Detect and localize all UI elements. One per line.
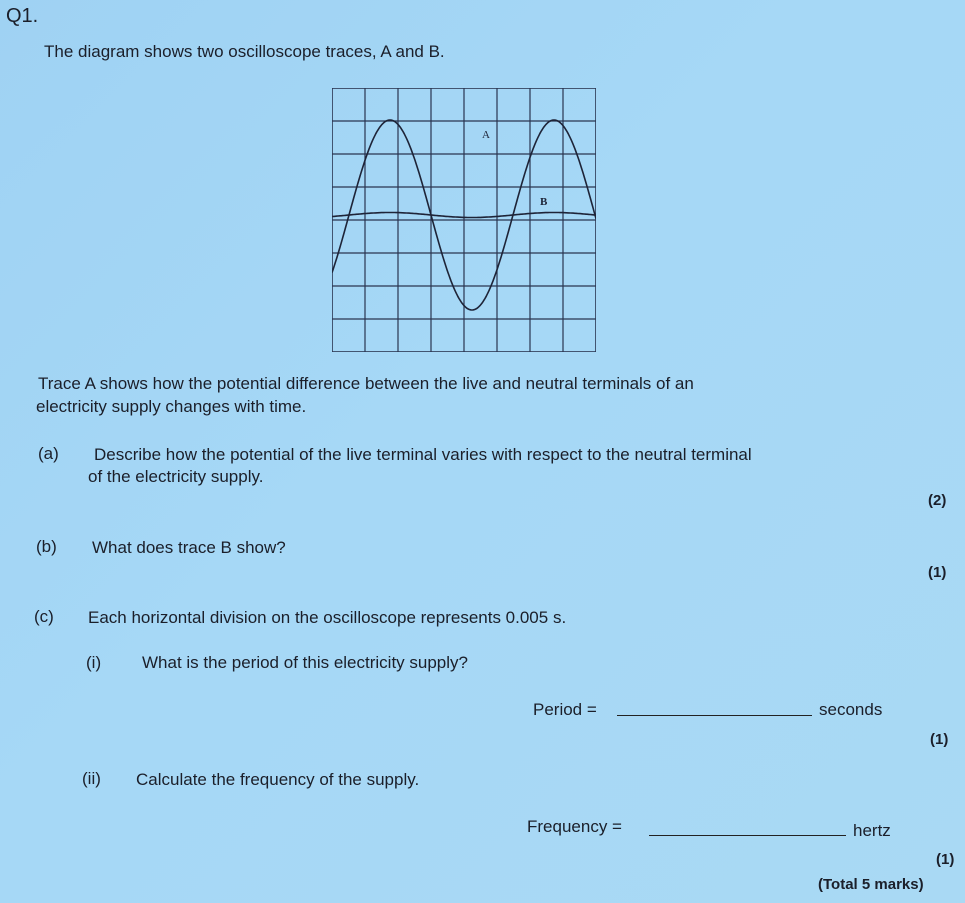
stem-line-2: electricity supply changes with time. [36, 397, 307, 416]
stem-line-1: Trace A shows how the potential difference between the live and neutral terminals of an [38, 374, 694, 393]
period-unit: seconds [819, 700, 883, 719]
question-number: Q1. [6, 5, 39, 27]
question-intro: The diagram shows two oscilloscope traces, A and B. [44, 42, 445, 61]
part-c-label: (c) [34, 607, 54, 626]
period-answer-line[interactable] [617, 715, 812, 716]
frequency-unit: hertz [853, 821, 891, 840]
part-b-marks: (1) [928, 564, 947, 581]
oscilloscope-grid [332, 88, 596, 352]
part-a-marks: (2) [928, 492, 947, 509]
part-c-ii-label: (ii) [82, 769, 101, 788]
period-answer-label: Period = [533, 700, 597, 719]
part-c-text: Each horizontal division on the oscilloscope represents 0.005 s. [88, 608, 567, 627]
oscilloscope-diagram [332, 88, 596, 352]
part-b-label: (b) [36, 537, 57, 556]
trace-b-label: B [540, 196, 548, 208]
trace-a-label: A [482, 129, 490, 141]
frequency-answer-label: Frequency = [527, 817, 622, 836]
part-c-ii-marks: (1) [936, 851, 955, 868]
part-c-i-label: (i) [86, 653, 102, 672]
frequency-answer-line[interactable] [649, 835, 846, 836]
part-a-label: (a) [38, 444, 59, 463]
part-a-line-2: of the electricity supply. [88, 467, 264, 486]
total-marks: (Total 5 marks) [818, 876, 924, 893]
part-b-text: What does trace B show? [92, 538, 286, 557]
part-c-ii-text: Calculate the frequency of the supply. [136, 770, 420, 789]
part-c-i-marks: (1) [930, 731, 949, 748]
part-c-i-text: What is the period of this electricity supply? [142, 653, 468, 672]
part-a-line-1: Describe how the potential of the live terminal varies with respect to the neutral terminal [94, 445, 752, 464]
